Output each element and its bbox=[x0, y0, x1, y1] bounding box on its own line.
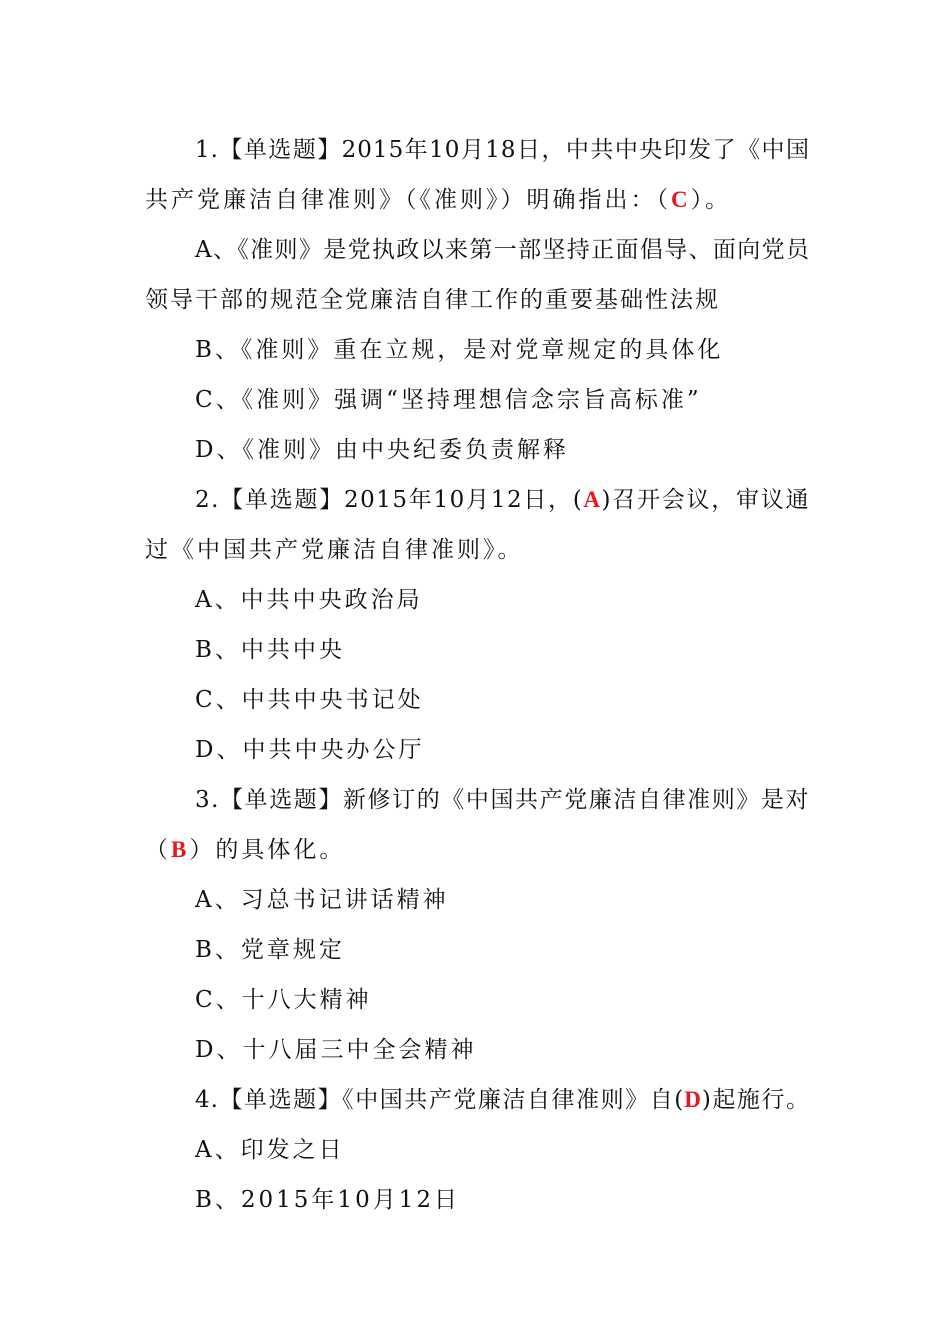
question-4-line-1 bbox=[195, 1080, 810, 1120]
question-text: 1.【单选题】2015年10月18日，中共中央印发了《中国 bbox=[195, 137, 810, 163]
question-text: 共产党廉洁自律准则》（《准则》）明确指出：（ bbox=[145, 187, 671, 213]
question-text: ）的具体化。 bbox=[189, 837, 346, 863]
question-3-option-a bbox=[195, 880, 810, 920]
option-text: A、中共中央政治局 bbox=[195, 587, 423, 613]
question-2-line-1 bbox=[195, 480, 810, 520]
option-text: D、十八届三中全会精神 bbox=[195, 1037, 477, 1063]
question-2-option-b bbox=[195, 630, 810, 670]
option-text: D、中共中央办公厅 bbox=[195, 737, 425, 763]
option-text: A、习总书记讲话精神 bbox=[195, 887, 449, 913]
question-1-option-d bbox=[195, 430, 810, 470]
question-1-option-a bbox=[195, 230, 810, 270]
option-text: 领导干部的规范全党廉洁自律工作的重要基础性法规 bbox=[145, 287, 720, 313]
question-4-option-a bbox=[195, 1130, 810, 1170]
option-text: A、《准则》是党执政以来第一部坚持正面倡导、面向党员 bbox=[195, 237, 810, 263]
answer-mark: D bbox=[684, 1087, 702, 1112]
question-2-option-d bbox=[195, 730, 810, 770]
option-text: C、《准则》强调“坚持理想信念宗旨高标准” bbox=[195, 387, 702, 413]
answer-mark: C bbox=[671, 187, 691, 212]
question-2-option-c bbox=[195, 680, 810, 720]
question-3-option-d bbox=[195, 1030, 810, 1070]
question-1-option-c bbox=[195, 380, 810, 420]
option-text: B、2015年10月12日 bbox=[195, 1187, 460, 1213]
question-3-line-1 bbox=[195, 780, 810, 820]
question-text: 3.【单选题】新修订的《中国共产党廉洁自律准则》是对 bbox=[195, 787, 810, 813]
answer-mark: B bbox=[171, 837, 190, 862]
question-3-line-2 bbox=[145, 830, 445, 870]
option-text: A、印发之日 bbox=[195, 1137, 345, 1163]
question-1-option-a-cont bbox=[145, 280, 730, 320]
question-2-option-a bbox=[195, 580, 810, 620]
question-text: ）。 bbox=[690, 187, 732, 213]
option-text: B、《准则》重在立规，是对党章规定的具体化 bbox=[195, 337, 724, 363]
question-text: 过《中国共产党廉洁自律准则》。 bbox=[145, 537, 524, 563]
option-text: C、十八大精神 bbox=[195, 987, 372, 1013]
question-1-line-1 bbox=[195, 130, 810, 170]
answer-mark: A bbox=[583, 487, 602, 512]
question-1-line-2 bbox=[145, 180, 755, 220]
question-3-option-b bbox=[195, 930, 810, 970]
question-2-line-2 bbox=[145, 530, 545, 570]
question-4-option-b bbox=[195, 1180, 810, 1220]
option-text: C、中共中央书记处 bbox=[195, 687, 424, 713]
question-text: 2.【单选题】2015年10月12日，( bbox=[195, 487, 584, 513]
option-text: B、党章规定 bbox=[195, 937, 345, 963]
question-text: 4.【单选题】《中国共产党廉洁自律准则》自( bbox=[195, 1087, 685, 1113]
option-text: B、中共中央 bbox=[195, 637, 345, 663]
question-text: )起施行。 bbox=[701, 1087, 810, 1113]
question-3-option-c bbox=[195, 980, 810, 1020]
question-1-option-b bbox=[195, 330, 810, 370]
option-text: D、《准则》由中央纪委负责解释 bbox=[195, 437, 569, 463]
question-text: （ bbox=[145, 837, 171, 863]
question-text: )召开会议，审议通 bbox=[601, 487, 811, 513]
